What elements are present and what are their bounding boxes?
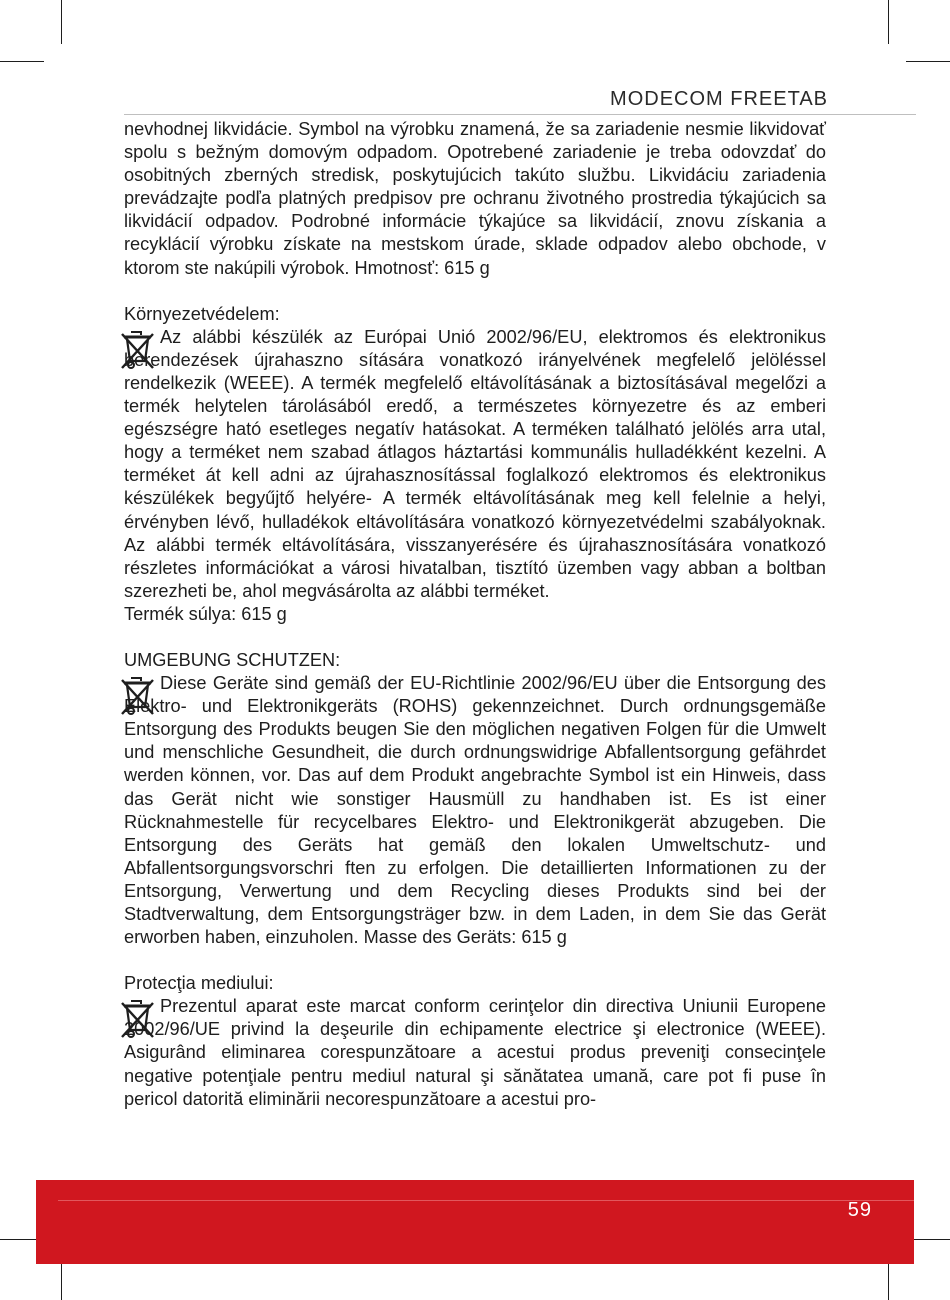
crop-mark xyxy=(888,0,889,44)
section-body-text: Prezentul aparat este marcat conform cerinţelor din directiva Uniunii Europene 2002/96/UE privind la deşeurile din echipamente electrice şi electronice (WEEE). Asigurând eliminarea corespunzătoare a acestui produs preveniţi consecinţele negative potenţiale pentru mediul natural şi sănătatea umană, care pot fi puse în pericol datorită eliminării necorespunzătoare a acestui pro- xyxy=(124,996,826,1109)
section-body-de xyxy=(124,672,826,949)
footer-bar xyxy=(36,1180,914,1264)
section-heading-de: UMGEBUNG SCHUTZEN: xyxy=(124,649,341,670)
document-body xyxy=(124,118,826,1111)
section-body-text: Az alábbi készülék az Európai Unió 2002/96/EU, elektromos és elektronikus berendezések újrahaszno sítására vonatkozó irányelvének megfelelő jelöléssel rendelkezik (WEEE). A termék megfelelő eltávolításának a biztosításával megelőzi a termék helytelen tárolásából eredő, a természetes környezetre és az emberi egészségre ható esetleges negatív hatásokat. A terméken található jelölés arra utal, hogy a terméket nem szabad átlagos háztartási kommunális hulladékként kezelni. A terméket át kell adni az újrahasznosítással foglalkozó elektromos és elektronikus készülékek begyűjtő helyére- A termék eltávolításának meg kell felelnie a helyi, érvényben lévő, hulladékok eltávolítására vonatkozó környezetvédelmi szabályoknak. Az alábbi termék eltávolítására, visszanyerésére és újrahasznosítására vonatkozó részletes információkat a városi hivatalban, tisztító üzemben vagy abban a boltban szerezheti be, ahol megvásárolta az alábbi terméket. xyxy=(124,326,826,601)
section-body-ro xyxy=(124,995,826,1110)
header-rule xyxy=(124,114,916,115)
section-heading-hu: Környezetvédelem: xyxy=(124,303,280,324)
page-number: 59 xyxy=(847,1199,872,1221)
section-body-hu xyxy=(124,326,826,603)
crossed-out-wheelie-bin-icon xyxy=(120,997,156,1039)
crossed-out-wheelie-bin-icon xyxy=(120,328,156,370)
weight-line-hu: Termék súlya: 615 g xyxy=(124,603,287,624)
intro-paragraph: nevhodnej likvidácie. Symbol na výrobku znamená, že sa zariadenie nesmie likvidovať spolu s bežným domovým odpadom. Opotrebené zariadenie je treba odovzdať do osobitných zberných stredisk, poskytujúcich takúto službu. Likvidáciu zariadenia prevádzajte podľa platných predpisov pre ochranu životného prostredia týkajúcich sa likvidácií odpadov. Podrobné informácie týkajúce sa likvidácií, znovu získania a recyklácií výrobku získate na mestskom úrade, sklade odpadov alebo obchode, v ktorom ste nakúpili výrobok. Hmotnosť: 615 g xyxy=(124,119,826,278)
crop-mark xyxy=(0,61,44,62)
footer-divider xyxy=(58,1200,914,1201)
section-heading-ro: Protecţia mediului: xyxy=(124,973,274,994)
crossed-out-wheelie-bin-icon xyxy=(120,674,156,716)
section-body-text: Diese Geräte sind gemäß der EU-Richtlinie 2002/96/EU über die Entsorgung des Elektro- und Elektronikgeräts (ROHS) gekennzeichnet. Durch ordnungsgemäße Entsorgung des Produkts beugen Sie den möglichen negativen Folgen für die Umwelt und menschliche Gesundheit, die durch ordnungswidrige Abfallentsorgung gefährdet werden können, vor. Das auf dem Produkt angebrachte Symbol ist ein Hinweis, dass das Gerät nicht wie sonstiger Hausmüll zu handhaben ist. Es ist einer Rücknahmestelle für recycelbares Elektro- und Elektronikgerät abzugeben. Die Entsorgung des Geräts hat gemäß den lokalen Umweltschutz- und Abfallentsorgungsvorschri ften zu erfolgen. Die detaillierten Informationen zu der Entsorgung, Verwertung und dem Recycling dieses Produkts sind bei der Stadtverwaltung, dem Entsorgungsträger bzw. in dem Laden, in dem Sie das Gerät erworben haben, einzuholen. Masse des Geräts: 615 g xyxy=(124,673,826,948)
crop-mark xyxy=(906,61,950,62)
page-header-title: MODECOM FREETAB xyxy=(610,88,828,110)
crop-mark xyxy=(61,0,62,44)
